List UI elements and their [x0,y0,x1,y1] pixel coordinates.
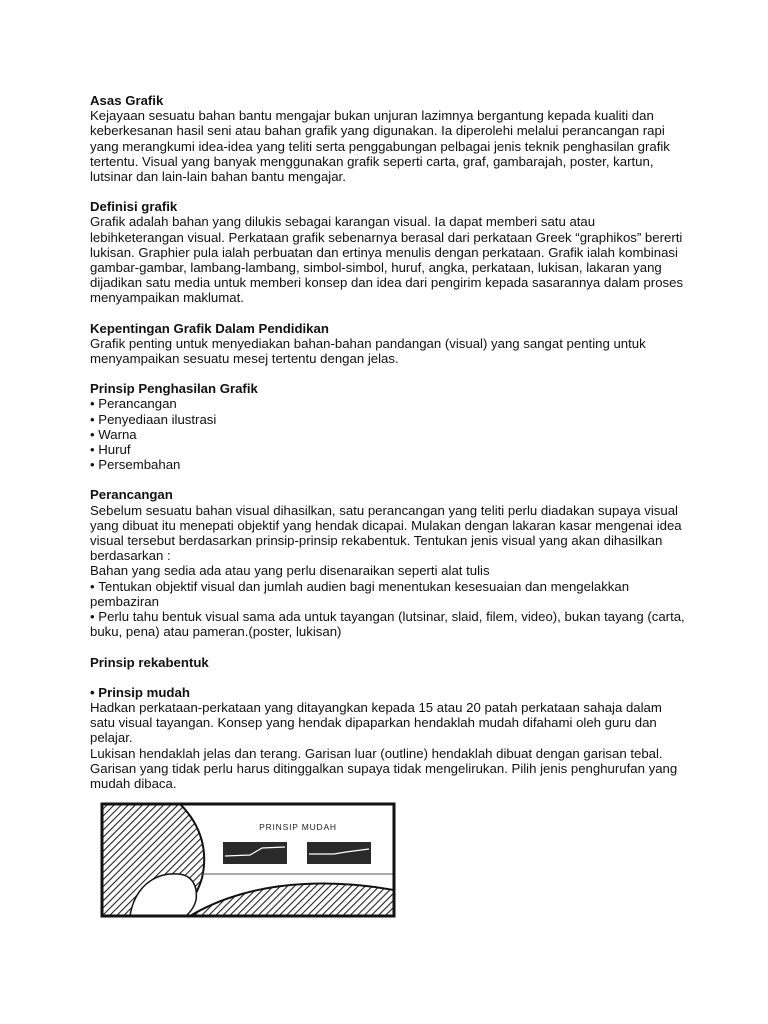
heading-definisi-grafik: Definisi grafik [90,199,178,215]
document-page [90,93,690,806]
heading-asas-grafik: Asas Grafik [90,93,164,108]
section-prinsip-penghasilan [90,381,690,472]
heading-prinsip-rekabentuk: Prinsip rekabentuk [90,654,209,670]
section-prinsip-mudah [90,685,690,791]
section-perancangan [90,487,690,639]
paragraph-perancangan-bahan: Bahan yang sedia ada atau yang perlu disenaraikan seperti alat tulis [90,563,490,579]
paragraph-definisi-grafik: Grafik adalah bahan yang dilukis sebagai karangan visual. Ia dapat memberi satu atau lebihketerangan visual. Perkataan grafik sebenarnya berasal dari perkataan Greek “graphikos” bererti lukisan. Graphier pula ialah perbuatan dan ertinya menulis dengan perkataan. Grafik ialah kombinasi gambar-gambar, lambang-lambang, simbol-simbol, huruf, angka, perkataan, lukisan, lakaran yang dijadikan satu media untuk memberi konsep dan idea dari pengirim kepada sasarannya dalam proses menyampaikan maklumat. [90,214,684,306]
heading-prinsip-penghasilan: Prinsip Penghasilan Grafik [90,381,258,397]
section-prinsip-rekabentuk [90,655,690,670]
list-item: • Perlu tahu bentuk visual sama ada untuk tayangan (lutsinar, slaid, filem, video), bukan tayang (carta, buku, pena) atau pameran.(poster, lukisan) [90,609,690,639]
paragraph-prinsip-mudah-2: Lukisan hendaklah jelas dan terang. Garisan luar (outline) hendaklah dibuat dengan garisan tebal. Garisan yang tidak perlu harus ditinggalkan supaya tidak mengelirukan. Pilih jenis penghurufan yang mudah dibaca. [90,745,678,791]
section-kepentingan-grafik [90,321,690,367]
dark-box-left [223,842,287,864]
list-item: • Penyediaan ilustrasi [90,412,690,427]
paragraph-perancangan: Sebelum sesuatu bahan visual dihasilkan, satu perancangan yang teliti perlu diadakan supaya visual yang dibuat itu menepati objektif yang hendak dicapai. Mulakan dengan lakaran kasar mengenai idea visual tersebut berdasarkan prinsip-prinsip rekabentuk. Tentukan jenis visual yang akan dihasilkan berdasarkan : [90,502,682,564]
heading-kepentingan-grafik: Kepentingan Grafik Dalam Pendidikan [90,320,329,336]
prinsip-mudah-illustration [90,800,400,920]
list-item: • Warna [90,427,690,442]
paragraph-prinsip-mudah-1: Hadkan perkataan-perkataan yang ditayangkan kepada 15 atau 20 patah perkataan sahaja dalam satu visual tayangan. Konsep yang hendak dipaparkan hendaklah mudah difahami oleh guru dan pelajar. [90,699,662,746]
heading-perancangan: Perancangan [90,487,173,503]
list-item: • Huruf [90,442,690,457]
section-asas-grafik [90,93,690,184]
list-item: • Tentukan objektif visual dan jumlah audien bagi menentukan kesesuaian dan mengelakkan pembaziran [90,579,690,609]
section-definisi-grafik [90,199,690,305]
heading-prinsip-mudah: • Prinsip mudah [90,685,690,700]
paragraph-asas-grafik: Kejayaan sesuatu bahan bantu mengajar bukan unjuran lazimnya bergantung kepada kualiti dan keberkesanan hasil seni atau bahan grafik yang digunakan. Ia diperolehi melalui perancangan rapi yang merangkumi idea-idea yang teliti serta penggabungan pelbagai jenis teknik penghasilan grafik tertentu. Visual yang banyak menggunakan grafik seperti carta, graf, gambarajah, poster, kartun, lutsinar dan lain-lain bahan bantu mengajar. [90,108,670,185]
list-item: • Perancangan [90,396,690,411]
paragraph-kepentingan-grafik: Grafik penting untuk menyediakan bahan-bahan pandangan (visual) yang sangat penting untuk menyampaikan sesuatu mesej tertentu dengan jelas. [90,335,646,367]
illustration-label: PRINSIP MUDAH [259,822,337,832]
list-item: • Persembahan [90,457,690,472]
illustration-svg [90,800,400,920]
